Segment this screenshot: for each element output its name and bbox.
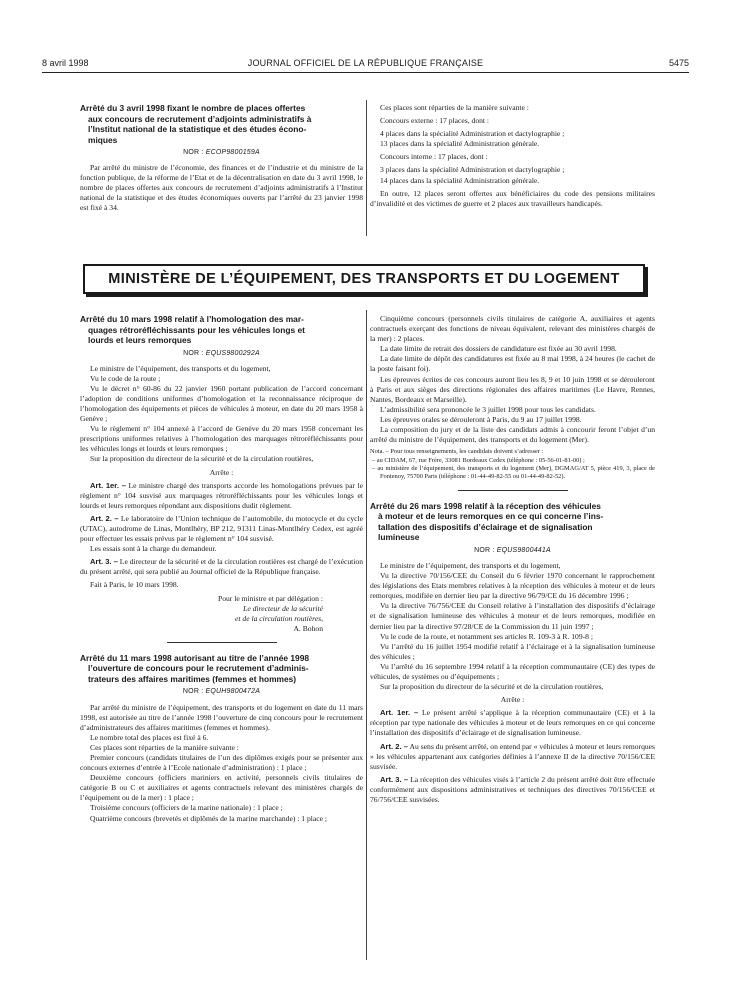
decree-apr-3-right: [370, 103, 655, 209]
nor-reference: NOR : ECOP9800159A: [183, 149, 260, 156]
signature-line: Pour le ministre et par délégation :: [217, 593, 323, 603]
article-1: Art. 1er. – Le présent arrêté s’applique à la réception communautaire (CE) et à la réception par type nationale des véhicules à moteur et de leurs remorques en ce qui concerne l’installation des dispositifs d’éclairage et de signalisation lumineuse.: [370, 708, 655, 738]
paragraph: La composition du jury et de la liste des candidats admis à concourir feront l’objet d’un arrêté du ministre de l’équipement, des transports et du logement (Mer).: [370, 425, 655, 445]
paragraph: Vu le règlement n° 104 annexé à l’accord de Genève du 20 mars 1958 concernant les prescriptions uniformes relatives à l’homologation des marquages rétroréfléchissants pour les véhicules longs et lourds et leurs remorques ;: [80, 424, 363, 454]
signatory-name: A. Bohon: [293, 623, 323, 633]
article-2: Art. 2. – Le laboratoire de l’Union technique de l’automobile, du motocycle et du cycle (UTAC), autodrome de Linas, Montlhéry, BP 212, 91311 Linas-Montlhéry Cedex, est agréé pour effectuer les essais prévus par le règlement n° 104 susvisé.: [80, 513, 364, 544]
paragraph: Ces places sont réparties de la manière suivante :: [380, 103, 529, 112]
nor-reference: NOR : EQUH9800472A: [182, 688, 261, 696]
article-2: Art. 2. – Au sens du présent arrêté, on entend par « véhicules à moteur et leurs remorques » les véhicules appartenant aux catégories définies à l’annexe II de la directive 70/156/CEE susvisée.: [370, 741, 655, 771]
paragraph: Ces places sont réparties de la manière suivante :: [90, 742, 239, 752]
paragraph: La date limite de retrait des dossiers de candidature est fixée au 30 avril 1998.: [380, 344, 617, 354]
paragraph: Troisième concours (officiers de la marine nationale) : 1 place ;: [90, 803, 283, 813]
paragraph: Par arrêté du ministre de l’équipement, des transports et du logement en date du 11 mars 1998, est autorisée au titre de l’année 1998 l’ouverture de cinq concours pour le recrutement d’administrateurs des affaires maritimes (femmes et hommes).: [80, 702, 363, 732]
page-header: [42, 56, 689, 73]
paragraph: Deuxième concours (officiers mariniers en activité, personnels civils titulaires de catégorie B ou C et auxiliaires et agents contractuels relevant des ministères chargés de l’équipement ou de la mer) : 1 place ;: [80, 773, 363, 803]
page-number: 5475: [668, 58, 689, 68]
nor-reference: NOR : EQUS9800441A: [474, 546, 551, 554]
issue-date: 8 avril 1998: [42, 58, 89, 68]
decree-title: Arrêté du 10 mars 1998 relatif à l’homologation des mar- quages rétroréfléchissants pour les véhicules longs et lourds et leurs remorques: [80, 314, 305, 345]
decree-title: Arrêté du 26 mars 1998 relatif à la réception des véhicules à moteur et de leurs remorques en ce qui concerne l’ins- tallation des dispositifs d’éclairage et de signalisation lumineuse: [370, 500, 604, 543]
column-divider-top: [366, 100, 367, 236]
right-column: [370, 314, 655, 805]
paragraph: L’admissibilité sera prononcée le 3 juillet 1998 pour tous les candidats.: [380, 404, 596, 414]
decree-title: Arrêté du 3 avril 1998 fixant le nombre de places offertes aux concours de recrutement d’adjoints administratifs à l’Institut national de la statistique et des études écono- miques: [80, 103, 312, 145]
note-block: [370, 448, 655, 482]
nor-reference: NOR : EQUS9800292A: [183, 349, 260, 357]
paragraph: Les épreuves orales se dérouleront à Paris, du 9 au 17 juillet 1998.: [380, 414, 582, 424]
left-column: [80, 314, 363, 824]
signature-line: et de la circulation routières,: [235, 613, 323, 623]
section-separator: [167, 642, 277, 643]
paragraph: Vu la directive 76/756/CEE du Conseil relative à l’installation des dispositifs d’éclairage et de signalisation lumineuse des véhicules à moteur et de leurs remorques, modifiée en dernier lieu par la directive 97/28/CE de la Commission du 11 juin 1997 ;: [370, 601, 655, 631]
paragraph: Le ministre de l’équipement, des transports et du logement,: [90, 363, 271, 373]
paragraph: 13 places dans la spécialité Administration générale.: [380, 139, 540, 149]
paragraph: Les épreuves écrites de ces concours auront lieu les 8, 9 et 10 juin 1998 et se dérouleront à Paris et aux sièges des directions régionales des affaires maritimes (Le Havre, Rennes, Nantes, Bordeaux et Marseille).: [370, 374, 655, 404]
article-1: Art. 1er. – Le ministre chargé des transports accorde les homologations prévues par le règlement n° 104 susvisé aux marquages rétroréfléchissants pour les véhicules longs et lourds et leurs remorques répondant aux dispositions dudit règlement.: [80, 480, 363, 510]
article-3: Art. 3. – Le directeur de la sécurité et de la circulation routières est chargé de l’exécution du présent arrêté, qui sera publié au Journal officiel de la République française.: [80, 557, 363, 577]
paragraph: 14 places dans la spécialité Administration générale.: [380, 175, 540, 185]
paragraph: Vu le code de la route, et notamment ses articles R. 109-3 à R. 109-8 ;: [380, 631, 593, 641]
section-separator: [458, 490, 568, 491]
paragraph: Vu l’arrêté du 16 septembre 1994 relatif à la réception communautaire (CE) des types de véhicules, de systèmes ou d’équipements ;: [370, 661, 655, 681]
paragraph: Les essais sont à la charge du demandeur.: [90, 544, 217, 554]
paragraph: Sur la proposition du directeur de la sécurité et de la circulation routières,: [90, 454, 314, 464]
paragraph: Premier concours (candidats titulaires de l’un des diplômes exigés pour se présenter aux concours externes d’entrée à l’Ecole nationale d’administration) : 1 place ;: [80, 753, 363, 773]
ministry-heading: MINISTÈRE DE L’ÉQUIPEMENT, DES TRANSPORTS ET DU LOGEMENT: [83, 264, 645, 294]
article-3: Art. 3. – La réception des véhicules visés à l’article 2 du présent arrêté doit être effectuée conformément aux dispositions administratives et techniques des directives 70/156/CEE et 76/756/CEE susvisées.: [370, 774, 655, 804]
paragraph: La date limite de dépôt des candidatures est fixée au 8 mai 1998, à 24 heures (le cachet de la poste faisant foi).: [370, 354, 655, 374]
paragraph: Quatrième concours (brevetés et diplômés de la marine marchande) : 1 place ;: [90, 813, 327, 823]
signature-date: Fait à Paris, le 10 mars 1998.: [90, 580, 179, 590]
paragraph: 4 places dans la spécialité Administration et dactylographie ;: [380, 129, 565, 139]
paragraph: Par arrêté du ministre de l’économie, des finances et de l’industrie et du ministre de la fonction publique, de la réforme de l’Etat et de la décentralisation en date du 3 avril 1998, le nombre de places offertes aux concours de recrutement d’adjoints administratifs à l’Institut national de la statistique et des études économiques ouverts par l’arrêté du 23 janvier 1998 est fixé à 34.: [80, 163, 363, 213]
paragraph: Vu le décret n° 60-86 du 22 janvier 1960 portant publication de l’accord concernant l’adoption de conditions uniformes d’homologation et la reconnaissance réciproque de l’homologation des équipements et pièces de véhicules à moteur, en date du 20 mars 1958 à Genève ;: [80, 383, 363, 424]
paragraph: Vu le code de la route ;: [90, 373, 161, 383]
paragraph: Vu la directive 70/156/CEE du Conseil du 6 février 1970 concernant le rapprochement des législations des Etats membres relatives à la réception des véhicules à moteur et de leurs remorques, modifiée en dernier lieu par la directive 96/79/CE du 16 décembre 1996 ;: [370, 571, 655, 601]
note-item: – au ministère de l’équipement, des transports et du logement (Mer), DGMAG/AT 5, pièce 419, 3, place de Fontenoy, 75700 Paris (téléphone : 01-44-49-82-55 ou 01-44-49-82-52).: [372, 465, 655, 481]
paragraph: Le ministre de l’équipement, des transports et du logement,: [380, 560, 561, 570]
signature-line: Le directeur de la sécurité: [243, 603, 323, 613]
paragraph: 3 places dans la spécialité Administration et dactylographie ;: [380, 165, 565, 175]
paragraph: Concours externe : 17 places, dont :: [380, 116, 490, 126]
column-divider-main: [366, 310, 367, 960]
paragraph: Concours interne : 17 places, dont :: [380, 152, 488, 162]
arrete-heading: Arrête :: [209, 467, 234, 477]
arrete-heading: Arrête :: [500, 695, 525, 705]
paragraph: Le nombre total des places est fixé à 6.: [90, 732, 209, 742]
paragraph: Vu l’arrêté du 16 juillet 1954 modifié relatif à l’éclairage et à la signalisation lumineuse des véhicules ;: [370, 641, 655, 661]
note: Nota. – Pour tous renseignements, les candidats doivent s’adresser :: [370, 448, 544, 456]
paragraph: En outre, 12 places seront offertes aux bénéficiaires du code des pensions militaires d’invalidité et des victimes de guerre et 2 places aux travailleurs handicapés.: [370, 188, 655, 208]
paragraph: Cinquième concours (personnels civils titulaires de catégorie A, auxiliaires et agents contractuels exerçant des fonctions de niveau équivalent, relevant des ministères chargés de la mer) : 2 places.: [370, 314, 655, 344]
decree-apr-3-left: [80, 103, 363, 214]
decree-title: Arrêté du 11 mars 1998 autorisant au titre de l’année 1998 l’ouverture de concours pour le recrutement d’adminis- trateurs des affaires maritimes (femmes et hommes): [80, 652, 310, 684]
paragraph: Sur la proposition du directeur de la sécurité et de la circulation routières,: [380, 682, 604, 692]
note-item: – au CIDAM, 67, rue Frère, 33081 Bordeaux Cedex (téléphone : 05-56-01-81-00) ;: [372, 456, 585, 464]
journal-title: JOURNAL OFFICIEL DE LA RÉPUBLIQUE FRANÇAISE: [247, 58, 484, 68]
